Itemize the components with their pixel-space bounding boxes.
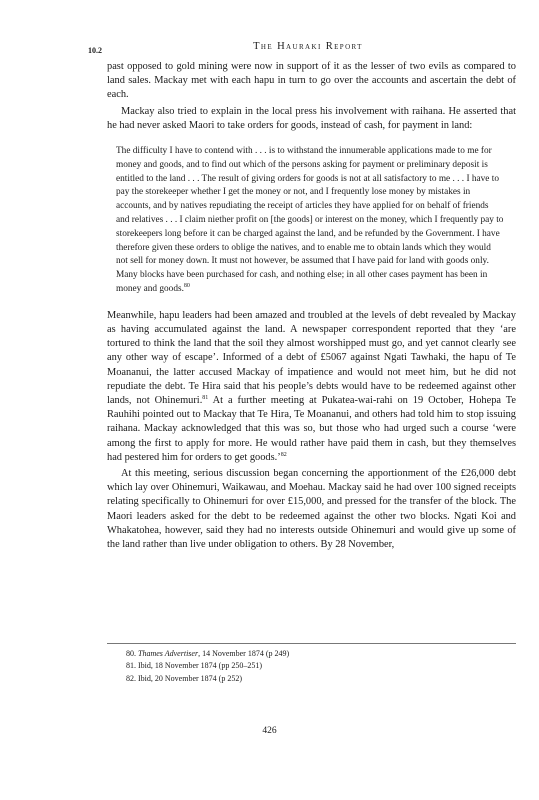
paragraph-1: past opposed to gold mining were now in support of it as the lesser of two evils as compared to land sales. Mackay met with each hapu in turn to go over the accounts and ascertain the debt of each. <box>107 61 516 101</box>
block-quote <box>116 145 504 297</box>
page-number: 426 <box>262 726 277 736</box>
footnote-detail: Ibid, 18 November 1874 (pp 250–251) <box>138 661 262 671</box>
paragraph-3-part-a: Meanwhile, hapu leaders had been amazed and troubled at the levels of debt revealed by Mackay as having accumulated against the land. A newspaper correspondent reported that they ‘are tortured to think the land that the soil they almost worshipped must go, and yet cannot clearly see any other way of escape’. Informed of a debt of £5067 against Ngati Tawhaki, the hapu of Te Moananui, the latter accused Mackay of impatience and would not meet him, but he did not repudiate the debt. Te Hira said that his people’s debts would have to be redeemed against other lands, not Ohinemuri. <box>107 309 516 406</box>
section-number: 10.2 <box>88 46 102 55</box>
footnote-number: 80. <box>126 649 136 658</box>
footnotes <box>126 648 506 685</box>
footnote-82 <box>126 673 506 685</box>
body-text <box>107 60 516 552</box>
footnote-number: 82. <box>126 673 136 683</box>
footnote-source: Thames Advertiser <box>138 649 199 658</box>
paragraph-3-part-b: At a further meeting at Pukatea-wai-rahi on 19 October, Hohepa Te Rauhihi pointed out to Mackay that Te Hira, Te Moananui, and others had told him to stop issuing raihana. Mackay acknowledged that this was so, but those who had urged such a course ‘were among the first to apply for more. He would rather have paid them in cash, but they themselves had pestered him for orders to get goods.’ <box>107 395 516 463</box>
footnote-ref-81[interactable]: 81 <box>202 395 209 401</box>
footnote-number: 81. <box>126 661 136 671</box>
running-title: The Hauraki Report <box>253 41 363 52</box>
paragraph-2: Mackay also tried to explain in the local press his involvement with raihana. He asserted that he had never asked Maori to take orders for goods, instead of cash, for payment in land: <box>107 105 516 131</box>
footnote-detail: , 14 November 1874 (p 249) <box>198 649 290 658</box>
footnote-81 <box>126 660 506 672</box>
footnote-ref-80[interactable]: 80 <box>183 282 190 289</box>
paragraph-3 <box>107 309 516 465</box>
paragraph-4: At this meeting, serious discussion began concerning the apportionment of the £26,000 debt which lay over Ohinemuri, Waikawau, and Moehau. Mackay said he had over 100 signed receipts relating specifically to Ohinemuri for over £15,000, and pressed for the transfer of the block. The Maori leaders asked for the debt to be redeemed against the other two blocks. Ngati Koi and Whakatohea, however, said they had no interests outside Ohinemuri and would give up some of the land rather than live under obligation to others. By 28 November, <box>107 468 516 551</box>
footnote-ref-82[interactable]: 82 <box>280 451 287 458</box>
footnote-divider <box>107 643 516 644</box>
footnote-80 <box>126 648 506 660</box>
footnote-detail: Ibid, 20 November 1874 (p 252) <box>138 673 242 683</box>
page-header <box>88 41 528 55</box>
block-quote-text: The difficulty I have to contend with . . . is to withstand the innumerable applications made to me for money and goods, and to find out which of the persons asking for payment or preliminary deposit is entitled to the land . . . The result of giving orders for goods is not at all satisfactory to me . . . I have to pay the storekeeper whether I get the money or not, and I frequently lose money by mistakes in accounts, and by natives repudiating the receipt of articles they have applied for on behalf of friends and relatives . . . I claim niether profit on [the goods] or interest on the money, which I frequently pay to storekeepers long before it can be charged against the land, and be refunded by the Government. I have therefore given these orders to oblige the natives, and to enable me to obtain lands which they would not sell for money down. It must not however, be assumed that I have paid for land with goods only. Many blocks have been purchased for cash, and nothing else; in all other cases payment has been in money and goods. <box>116 146 504 294</box>
